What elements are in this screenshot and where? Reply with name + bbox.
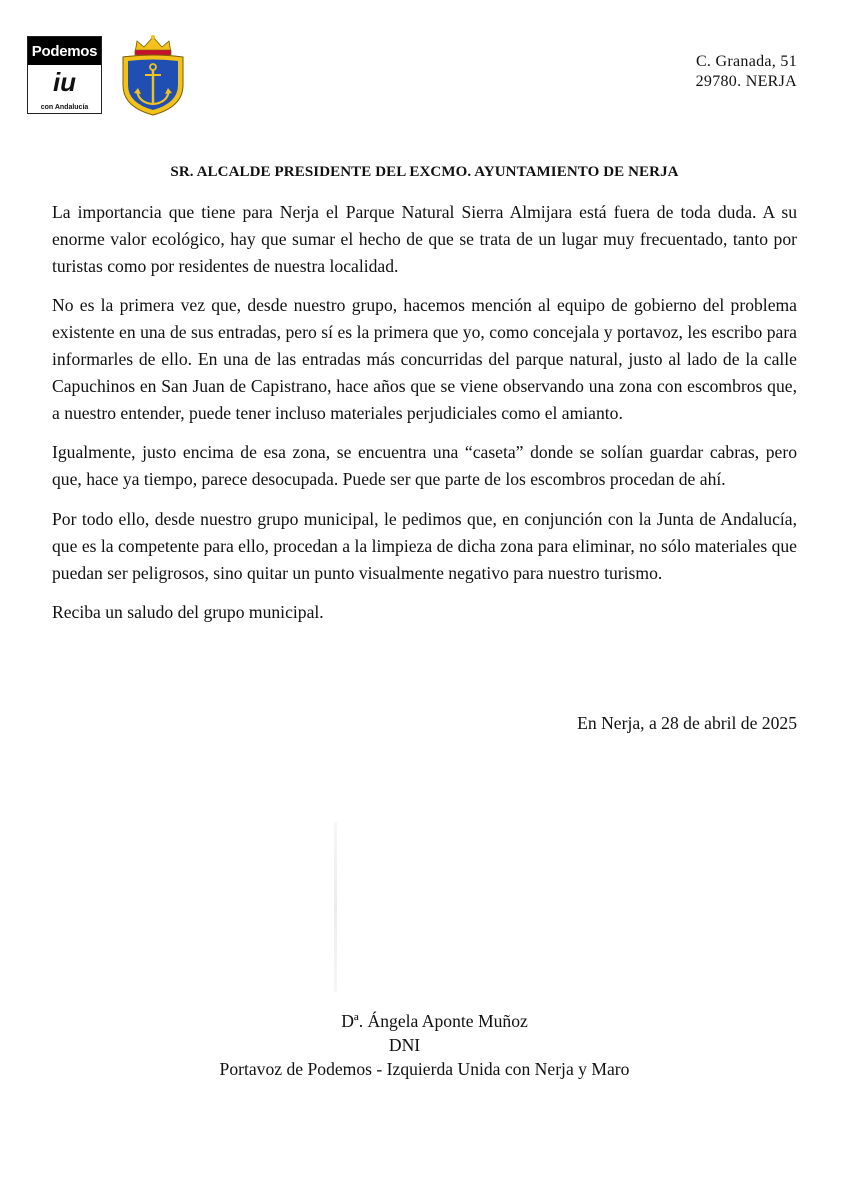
address-line-street: C. Granada, 51 (695, 53, 797, 70)
paragraph: Reciba un saludo del grupo municipal. (52, 602, 324, 623)
paragraph: Por todo ello, desde nuestro grupo municipal, le pedimos que, en conjunción con la Junta de Andalucía, que es la competente para ello, procedan a la limpieza de dicha zona para eliminar, no sólo materiales que puedan ser peligrosos, sino quitar un punto visualmente negativo para nuestro turismo. (52, 508, 797, 583)
paragraph: Igualmente, justo encima de esa zona, se encuentra una “caseta” donde se solían guardar cabras, pero que, hace ya tiempo, parece desocupada. Puede ser que parte de los escombros procedan de ahí. (52, 442, 797, 490)
paragraph: La importancia que tiene para Nerja el Parque Natural Sierra Almijara está fuera de toda duda. A su enorme valor ecológico, hay que sumar el hecho de que se trata de un lugar muy frecuentado, tanto por turistas como por residentes de nuestra localidad. (52, 202, 797, 276)
signature-block (150, 1009, 699, 1081)
podemos-iu-logo (27, 36, 102, 114)
iu-logo-mark: iu (52, 67, 77, 97)
iu-logo-subtitle: con Andalucía (40, 104, 89, 111)
paragraph: No es la primera vez que, desde nuestro grupo, hacemos mención al equipo de gobierno del problema existente en una de sus entradas, pero sí es la primera que yo, como concejala y portavoz, les escribo para informarles de ello. En una de las entradas más concurridas del parque natural, justo al lado de la calle Capuchinos en San Juan de Capistrano, hace años que se viene observando una zona con escombros que, a nuestro entender, puede tener incluso materiales perjudiciales como el amianto. (52, 295, 797, 423)
signatory-role: Portavoz de Podemos - Izquierda Unida con Nerja y Maro (219, 1059, 630, 1079)
nerja-coat-of-arms-icon (117, 33, 189, 117)
letter-addressee: SR. ALCALDE PRESIDENTE DEL EXCMO. AYUNTAMIENTO DE NERJA (170, 164, 679, 180)
sender-address (696, 52, 797, 92)
letter-date: En Nerja, a 28 de abril de 2025 (577, 713, 797, 733)
signature-mark (334, 822, 337, 992)
podemos-wordmark: Podemos (28, 37, 101, 65)
signatory-name: Dª. Ángela Aponte Muñoz (341, 1011, 528, 1031)
address-line-city: 29780. NERJA (695, 73, 797, 90)
signatory-id-label: DNI (388, 1035, 421, 1055)
letter-body (52, 199, 797, 639)
